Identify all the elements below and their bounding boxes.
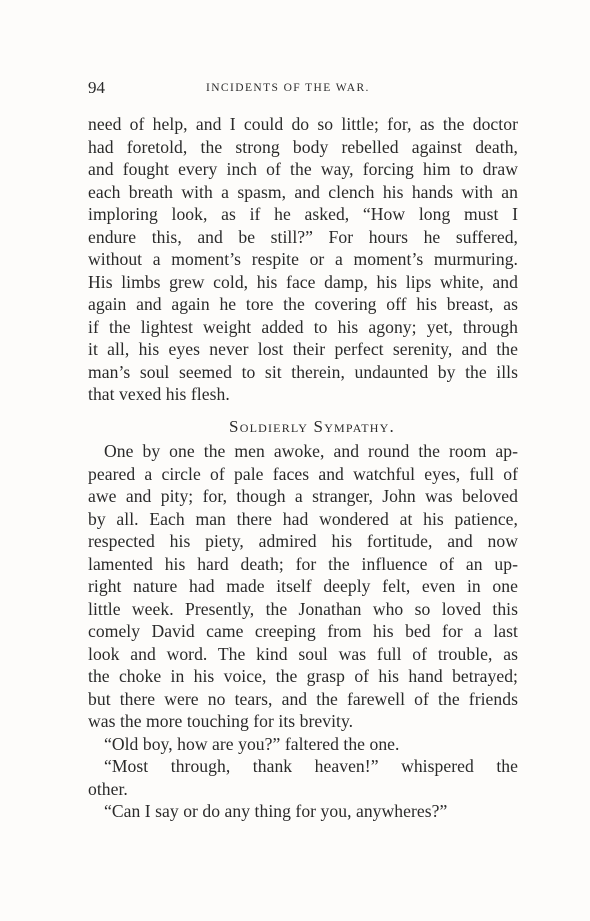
text-line: peared a circle of pale faces and watchful eyes, full of xyxy=(88,463,518,484)
text-line: if the lightest weight added to his agony; yet, through xyxy=(88,316,518,337)
text-line: without a moment’s respite or a moment’s murmuring. xyxy=(88,249,518,269)
text-line: was the more touching for its brevity. xyxy=(88,711,354,731)
dialogue-line: “Old boy, how are you?” faltered the one. xyxy=(104,733,400,754)
text-line: and fought every inch of the way, forcing him to draw xyxy=(88,159,518,179)
page-number: 94 xyxy=(88,78,105,97)
text-line: it all, his eyes never lost their perfect serenity, and the xyxy=(88,339,518,359)
paragraph-1 xyxy=(88,113,518,406)
text-line: right nature had made itself deeply felt, even in one xyxy=(88,576,518,596)
text-line: but there were no tears, and the farewell of the friends xyxy=(88,688,518,709)
text-line: that vexed his flesh. xyxy=(88,384,230,404)
text-line: had foretold, the strong body rebelled against death, xyxy=(88,136,518,157)
text-line: comely David came creeping from his bed for a last xyxy=(88,621,518,641)
page-header xyxy=(88,78,516,100)
text-line: man’s soul seemed to sit therein, undaunted by the ills xyxy=(88,361,518,382)
text-line: look and word. The kind soul was full of trouble, as xyxy=(88,643,518,664)
text-line: little week. Presently, the Jonathan who so loved this xyxy=(88,598,518,619)
dialogue-line: other. xyxy=(88,778,128,799)
text-line: One by one the men awoke, and round the room ap- xyxy=(104,441,518,461)
text-line: each breath with a spasm, and clench his hands with an xyxy=(88,181,518,202)
text-line: respected his piety, admired his fortitude, and now xyxy=(88,531,518,551)
text-line: need of help, and I could do so little; for, as the doctor xyxy=(88,114,518,134)
body-text xyxy=(88,113,518,823)
dialogue-line: “Most through, thank heaven!” whispered the xyxy=(104,756,518,776)
paragraph-2 xyxy=(88,440,518,733)
text-line: His limbs grew cold, his face damp, his lips white, and xyxy=(88,271,518,292)
running-head: INCIDENTS OF THE WAR. xyxy=(206,82,370,94)
text-line: the choke in his voice, the grasp of his hand betrayed; xyxy=(88,666,518,686)
text-line: lamented his hard death; for the influence of an up- xyxy=(88,553,518,574)
text-line: again and again he tore the covering off his breast, as xyxy=(88,294,518,314)
text-line: endure this, and be still?” For hours he suffered, xyxy=(88,226,518,247)
text-line: imploring look, as if he asked, “How long must I xyxy=(88,204,518,224)
text-line: by all. Each man there had wondered at his patience, xyxy=(88,508,518,529)
text-line: awe and pity; for, though a stranger, John was beloved xyxy=(88,486,518,506)
section-title: Soldierly Sympathy. xyxy=(229,416,395,436)
dialogue-line: “Can I say or do any thing for you, anywheres?” xyxy=(104,801,448,821)
dialogue xyxy=(88,733,518,823)
